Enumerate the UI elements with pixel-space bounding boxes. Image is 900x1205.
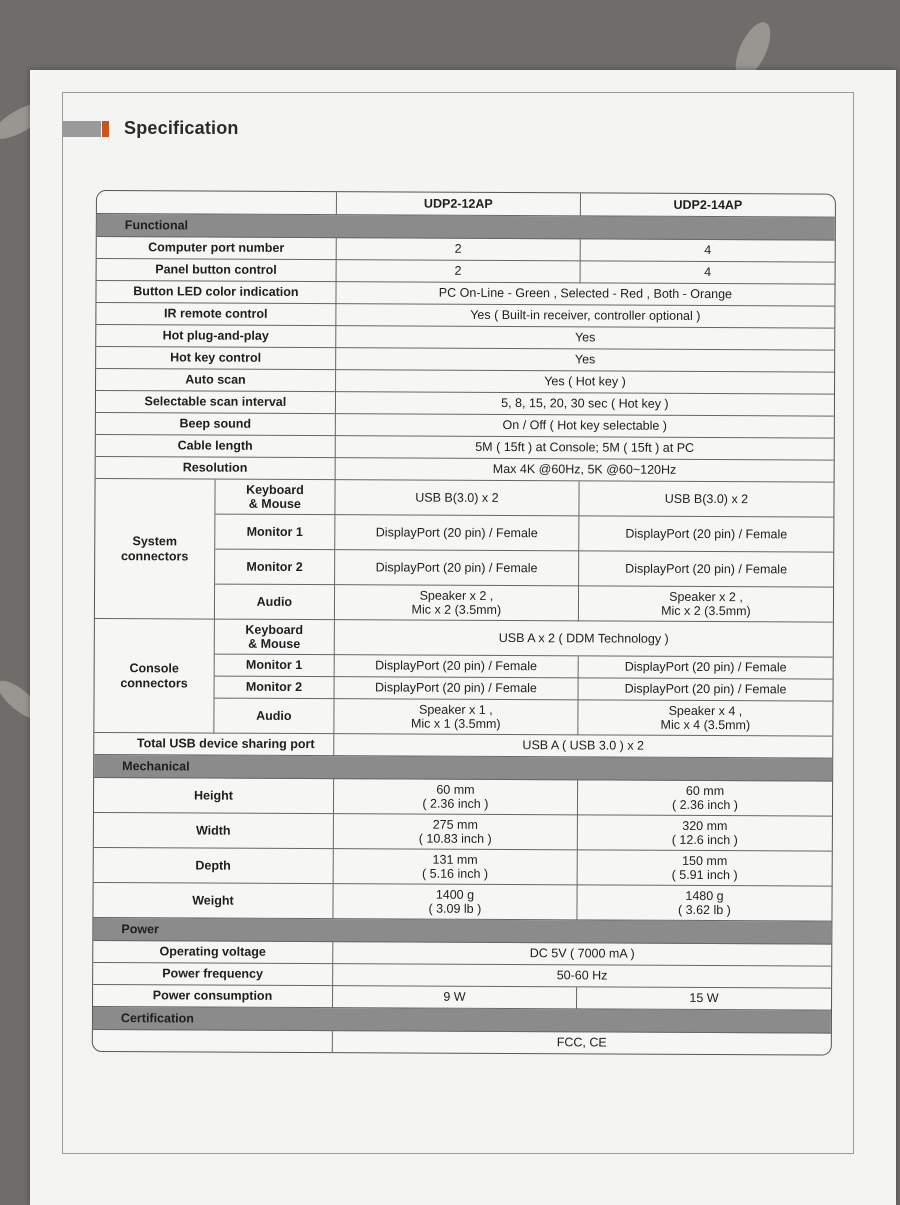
value-line: Mic x 2 (3.5mm): [411, 602, 502, 617]
sub-label-line: & Mouse: [248, 636, 301, 652]
row-label: Operating voltage: [93, 941, 333, 964]
cell-value: [334, 814, 578, 850]
specification-table: [92, 190, 836, 1056]
value-line: Mic x 1 (3.5mm): [410, 716, 501, 731]
sub-label-line: & Mouse: [248, 496, 301, 512]
group-label-line: System: [132, 534, 178, 549]
cell-value: [334, 699, 578, 735]
cell-value: 2: [337, 238, 581, 261]
cell-value: [578, 780, 832, 816]
group-label-line: connectors: [120, 548, 189, 563]
model-header: UDP2-12AP: [337, 192, 581, 216]
sub-label: Monitor 2: [215, 550, 335, 586]
model-header: UDP2-14AP: [581, 193, 835, 217]
section-label: Certification: [93, 1007, 831, 1034]
group-label-system: [95, 479, 216, 620]
group-label-console: [94, 619, 214, 734]
row-label: Beep sound: [96, 413, 336, 436]
group-label-line: Console: [129, 661, 179, 676]
row-label: Hot key control: [96, 347, 336, 370]
cell-value: DisplayPort (20 pin) / Female: [579, 516, 833, 552]
cell-value: DisplayPort (20 pin) / Female: [335, 550, 579, 586]
table-row: [94, 813, 832, 852]
value-line: ( 10.83 inch ): [418, 831, 492, 846]
sub-label: [215, 480, 335, 516]
table-row: [94, 778, 832, 817]
cell-value: 5, 8, 15, 20, 30 sec ( Hot key ): [336, 392, 834, 416]
value-line: Speaker x 1 ,: [419, 702, 493, 717]
value-line: 1480 g: [685, 888, 724, 903]
cell-value: USB B(3.0) x 2: [335, 480, 579, 516]
value-line: ( 3.09 lb ): [428, 901, 482, 916]
row-label: Computer port number: [97, 237, 337, 260]
row-label: Hot plug-and-play: [96, 325, 336, 348]
cell-value: On / Off ( Hot key selectable ): [336, 414, 834, 438]
table-row: [94, 848, 832, 887]
value-line: 60 mm: [685, 783, 725, 798]
sub-label: Monitor 1: [215, 655, 335, 678]
cell-value: USB B(3.0) x 2: [579, 481, 833, 517]
cell-value: DisplayPort (20 pin) / Female: [334, 677, 578, 700]
value-line: 131 mm: [432, 852, 478, 867]
table-row: [93, 1030, 831, 1055]
value-line: 60 mm: [436, 782, 475, 797]
value-line: ( 2.36 inch ): [422, 796, 489, 811]
cell-value: 4: [581, 261, 835, 284]
cell-value: Yes: [336, 326, 834, 350]
row-label: Selectable scan interval: [96, 391, 336, 414]
row-label: Depth: [94, 848, 334, 884]
value-line: Mic x 2 (3.5mm): [661, 603, 751, 619]
section-label: Mechanical: [94, 755, 832, 782]
cell-value: DisplayPort (20 pin) / Female: [335, 515, 579, 551]
value-line: 275 mm: [432, 817, 478, 832]
sub-label-line: Keyboard: [246, 482, 304, 497]
cell-value: [578, 700, 832, 736]
cell-value: [334, 779, 578, 815]
cell-value: [578, 850, 832, 886]
row-label: Height: [94, 778, 334, 814]
cell-value: DisplayPort (20 pin) / Female: [579, 656, 833, 679]
value-line: Speaker x 4 ,: [668, 703, 743, 718]
row-label: Resolution: [96, 457, 336, 480]
value-line: Speaker x 2 ,: [419, 588, 494, 603]
row-label: Auto scan: [96, 369, 336, 392]
cell-value: [577, 885, 831, 921]
table-row: [93, 883, 831, 922]
value-line: ( 2.36 inch ): [671, 797, 739, 813]
row-label: Button LED color indication: [96, 281, 336, 304]
table-row: [95, 479, 833, 518]
sub-label: Audio: [215, 585, 335, 621]
cell-value: [333, 849, 577, 885]
cell-value: Max 4K @60Hz, 5K @60~120Hz: [335, 458, 833, 482]
cell-value: 9 W: [333, 986, 577, 1009]
cell-value: 50-60 Hz: [333, 964, 831, 988]
cell-value: USB A x 2 ( DDM Technology ): [335, 620, 833, 657]
cell-value: USB A ( USB 3.0 ) x 2: [334, 734, 832, 758]
header-blank: [97, 191, 337, 215]
value-line: ( 12.6 inch ): [671, 832, 738, 848]
cell-value: 4: [581, 239, 835, 262]
cell-value: 2: [336, 260, 580, 283]
section-label: Power: [93, 918, 831, 945]
cell-value: Yes ( Hot key ): [336, 370, 834, 394]
cell-value: PC On-Line - Green , Selected - Red , Both - Orange: [336, 282, 834, 306]
row-label: Total USB device sharing port: [94, 733, 334, 756]
row-label: IR remote control: [96, 303, 336, 326]
heading-accent: [102, 121, 109, 137]
cell-value: FCC, CE: [556, 1035, 607, 1050]
row-label: Weight: [93, 883, 333, 919]
page-title: Specification: [124, 118, 239, 138]
cell-value: 5M ( 15ft ) at Console; 5M ( 15ft ) at PC: [336, 436, 834, 460]
spec-sheet: [30, 70, 896, 1205]
value-line: ( 5.91 inch ): [671, 867, 738, 883]
value-line: 320 mm: [682, 818, 728, 833]
value-line: Speaker x 2 ,: [669, 589, 743, 604]
cell-value: DC 5V ( 7000 mA ): [333, 942, 831, 966]
sub-label: [215, 620, 335, 656]
cell-value: DisplayPort (20 pin) / Female: [579, 551, 833, 587]
cell-value: [335, 585, 579, 621]
row-label: Width: [94, 813, 334, 849]
heading-bar: [63, 121, 101, 137]
section-label: Functional: [97, 214, 835, 241]
value-line: ( 5.16 inch ): [422, 866, 489, 881]
value-line: 150 mm: [682, 853, 728, 868]
sub-label: Monitor 1: [215, 515, 335, 551]
value-line: Mic x 4 (3.5mm): [660, 717, 751, 733]
cell-value: [579, 586, 833, 622]
row-label-blank: [93, 1030, 333, 1052]
group-label-line: connectors: [120, 675, 188, 690]
row-label: Cable length: [96, 435, 336, 458]
sub-label: Audio: [214, 699, 334, 735]
table-row: [95, 619, 833, 658]
cell-value: [333, 884, 577, 920]
value-line: ( 3.62 lb ): [678, 902, 731, 918]
cell-value: [578, 815, 832, 851]
cell-value: 15 W: [577, 987, 831, 1010]
sub-label-line: Keyboard: [245, 622, 304, 637]
cell-value: Yes ( Built-in receiver, controller optional ): [336, 304, 834, 328]
value-line: 1400 g: [435, 887, 475, 902]
sub-label: Monitor 2: [214, 677, 334, 700]
row-label: Power frequency: [93, 963, 333, 986]
row-label: Power consumption: [93, 985, 333, 1008]
cell-value: DisplayPort (20 pin) / Female: [334, 655, 578, 678]
row-label: Panel button control: [97, 259, 337, 282]
cell-value: Yes: [336, 348, 834, 372]
cell-value: DisplayPort (20 pin) / Female: [578, 678, 832, 701]
